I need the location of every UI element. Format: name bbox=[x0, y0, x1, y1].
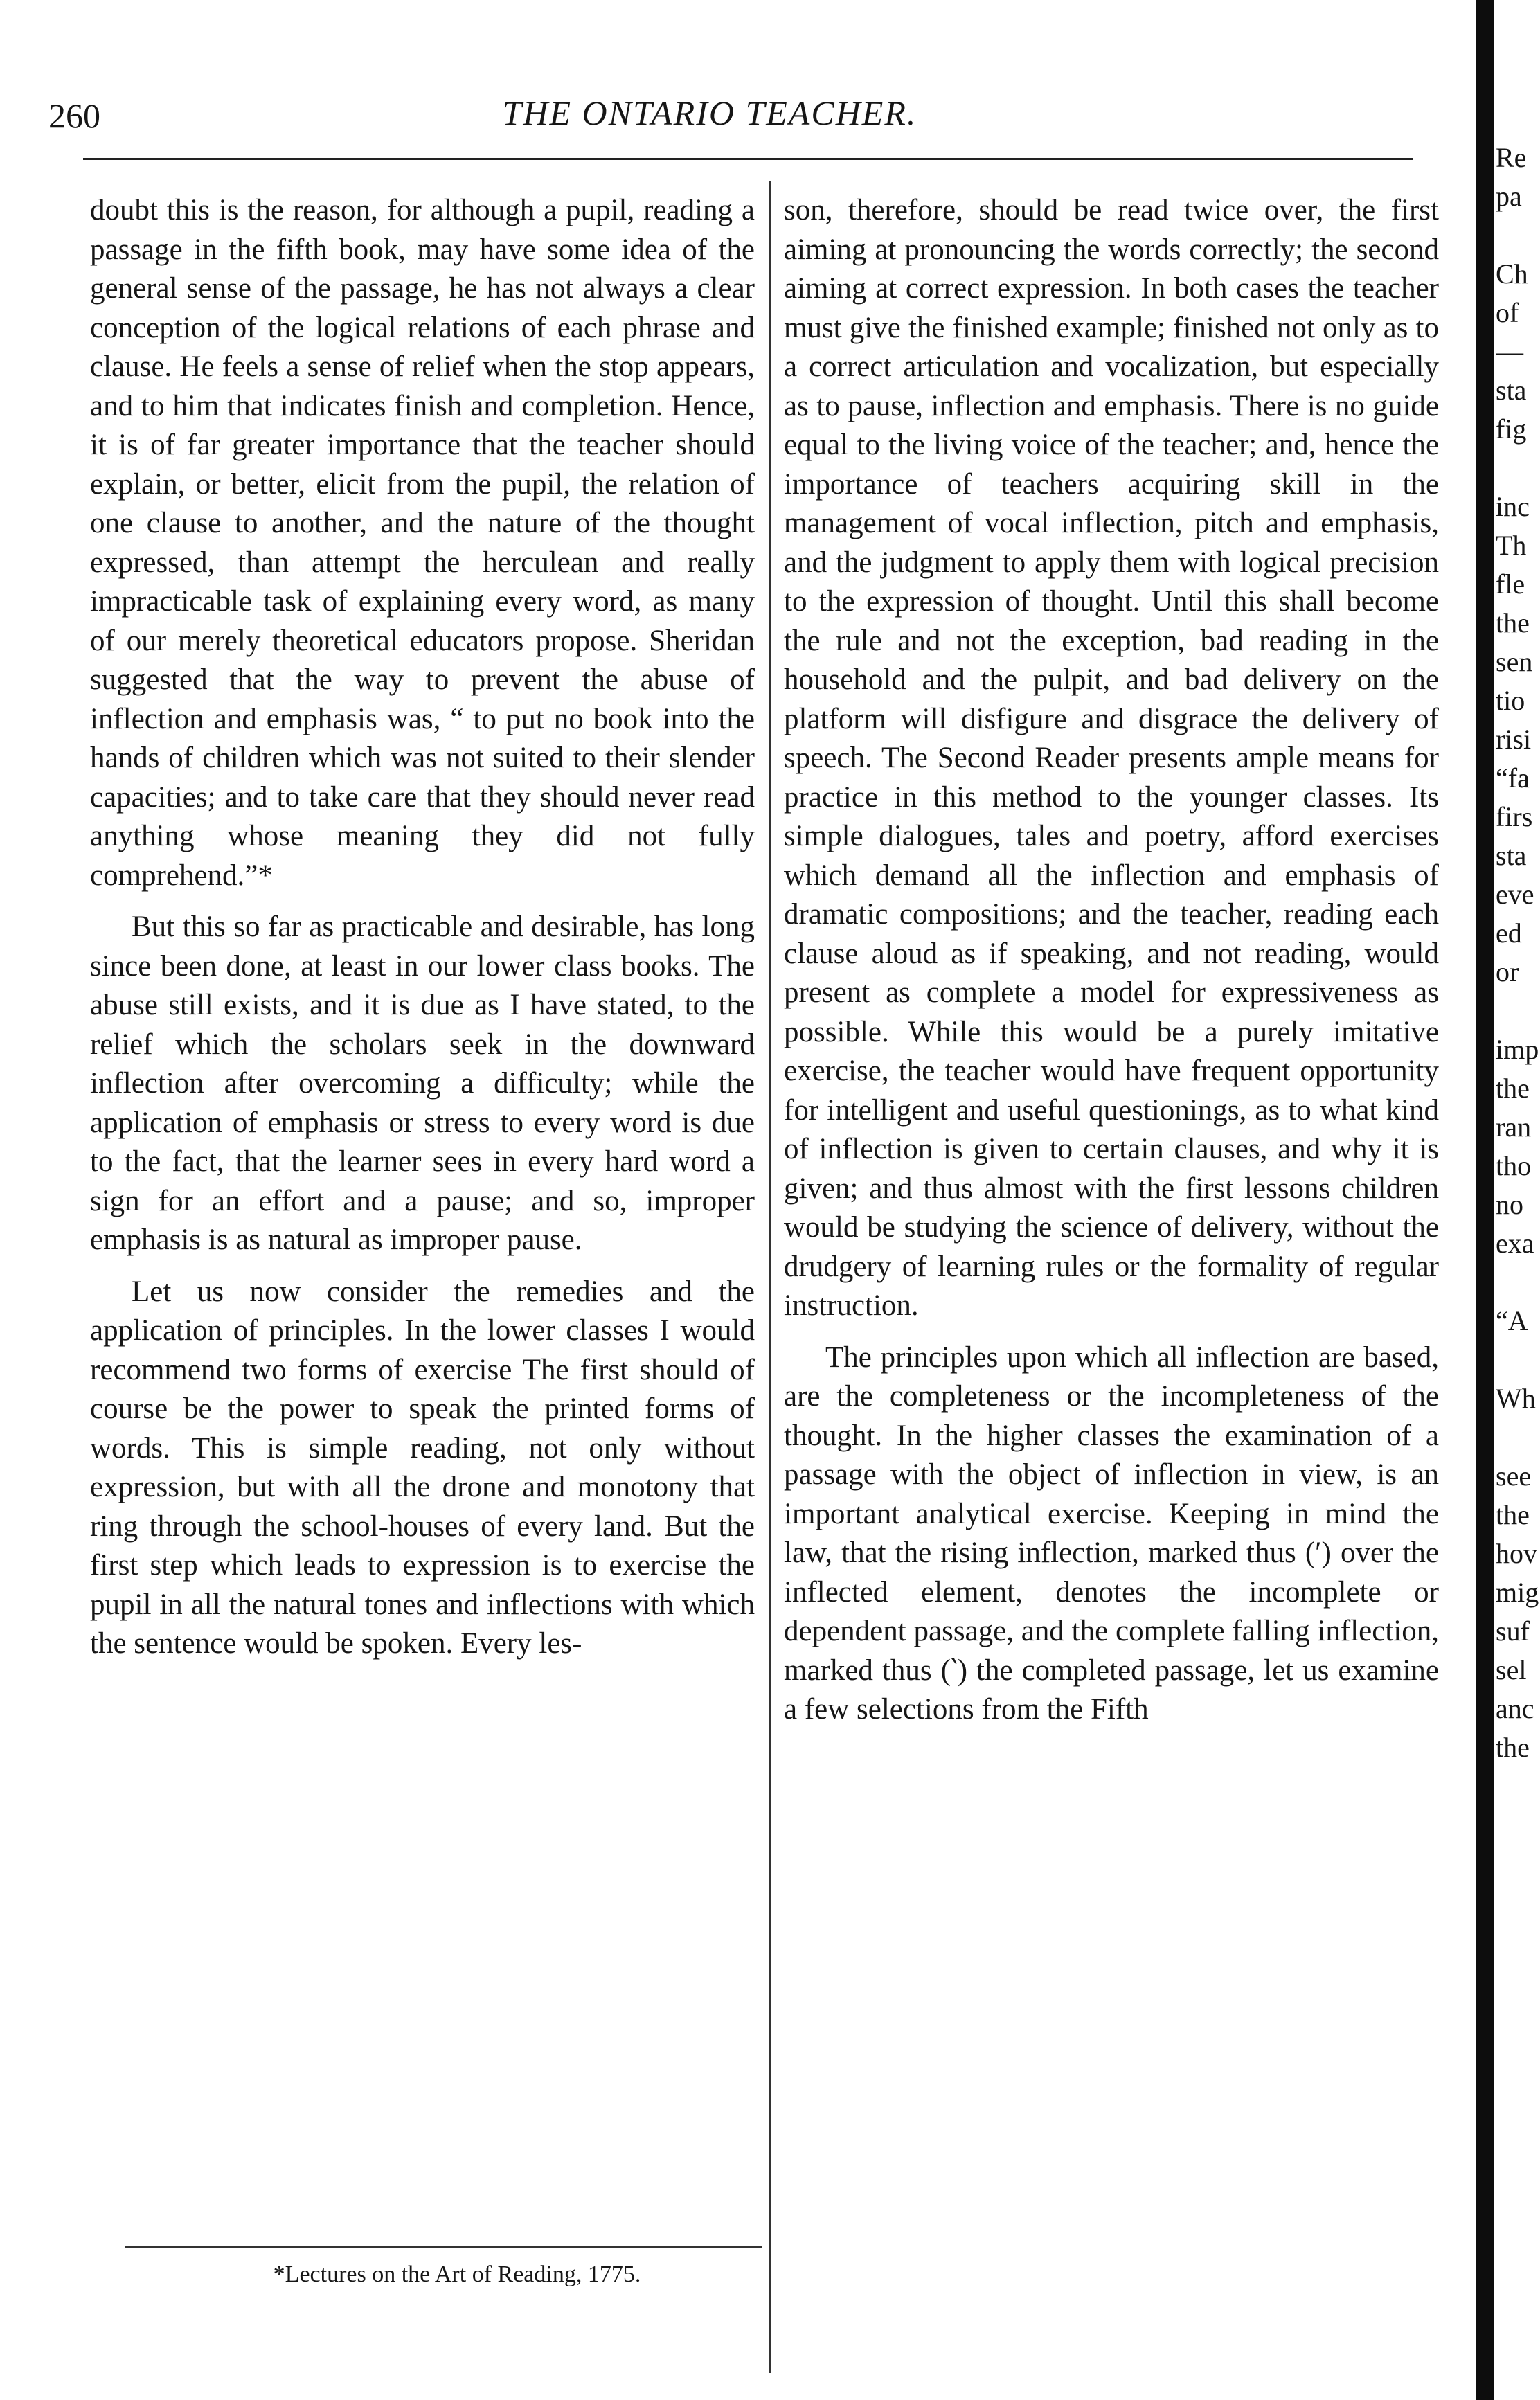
adjacent-page-fragment: fig bbox=[1496, 413, 1527, 445]
adjacent-page-fragment: tho bbox=[1496, 1150, 1532, 1181]
adjacent-page-fragment: the bbox=[1496, 1732, 1530, 1763]
header-rule bbox=[83, 158, 1413, 160]
adjacent-page-fragment: ed bbox=[1496, 917, 1522, 949]
adjacent-page-fragment: see bbox=[1496, 1460, 1532, 1492]
left-column bbox=[90, 191, 755, 1676]
adjacent-page-fragment: ran bbox=[1496, 1111, 1532, 1143]
footnote: *Lectures on the Art of Reading, 1775. bbox=[273, 2262, 641, 2287]
column-divider bbox=[769, 181, 771, 2373]
middle-paragraph-2: The principles upon which all inflection are based, are the completeness or the incompleteness of the thought. In the higher classes the examination of a passage with the object of inflection in view, is an important analytical exercise. Keeping in mind the law, that the rising inflection, marked thus (′) over the inflected element, denotes the incomplete or dependent passage, and the complete falling inflection, marked thus (‵) the completed passage, let us examine a few selections from the Fifth bbox=[784, 1341, 1439, 1726]
adjacent-page-fragment: Ch bbox=[1496, 258, 1528, 289]
adjacent-page-fragment: sel bbox=[1496, 1654, 1527, 1685]
adjacent-page-fragment: mig bbox=[1496, 1577, 1539, 1608]
adjacent-page-fragment: Wh bbox=[1496, 1383, 1536, 1414]
adjacent-page-fragment: no bbox=[1496, 1189, 1523, 1220]
adjacent-page-strip bbox=[1496, 138, 1540, 1767]
adjacent-page-fragment: “A bbox=[1496, 1305, 1528, 1336]
adjacent-page-fragment bbox=[1496, 216, 1540, 255]
adjacent-page-fragment: fle bbox=[1496, 568, 1525, 600]
adjacent-page-fragment: the bbox=[1496, 1073, 1530, 1104]
adjacent-page-fragment: inc bbox=[1496, 491, 1530, 522]
adjacent-page-fragment: the bbox=[1496, 1499, 1530, 1530]
adjacent-page-fragment: exa bbox=[1496, 1228, 1534, 1259]
left-paragraph-2: But this so far as practicable and desirable, has long since been done, at least in our lower class books. The abuse still exists, and it is due as I have stated, to the relief which the scholars seek in the downward inflection after overcoming a difficulty; while the application of emphasis or stress to every word is due to the fact, that the learner sees in every hard word a sign for an effort and a pause; and so, improper emphasis is as natural as improper pause. bbox=[90, 911, 755, 1256]
left-paragraph-3: Let us now consider the remedies and the application of principles. In the lower classes I would recommend two forms of exercise The first should of course be the power to speak the printed forms of words. This is simple reading, not only without expression, but with all the drone and monotony that ring through the school-houses of every land. But the first step which leads to expression is to exercise the pupil in all the natural tones and inflections with which the sentence would be spoken. Every les- bbox=[90, 1275, 755, 1660]
footnote-rule bbox=[125, 2246, 762, 2248]
middle-paragraph-1: son, therefore, should be read twice over, the first aiming at pronouncing the words correctly; the second aiming at correct expression. In both cases the teacher must give the finished example; finished not only as to a correct articulation and vocalization, but especially as to pause, inflection and emphasis. There is no guide equal to the living voice of the teacher; and, hence the importance of teachers acquiring skill in the management of vocal inflection, pitch and emphasis, and the judgment to apply them with logical precision to the expression of thought. Until this shall become the rule and not the exception, bad reading in the household and the pulpit, and bad delivery on the platform will disfigure and disgrace the delivery of speech. The Second Reader presents ample means for practice in this method to the younger classes. Its simple dialogues, tales and poetry, afford exercises which demand all the inflection and emphasis of dramatic compositions; and the teacher, reading each clause aloud as if speaking, and not reading, would present as complete a model for expressiveness as possible. While this would be a purely imitative exercise, the teacher would have frequent opportunity for intelligent and useful questionings, as to what kind of inflection is given to certain clauses, and why it is given; and thus almost with the first lessons children would be studying the science of delivery, without the drudgery of learning rules or the formality of regular instruction. bbox=[784, 194, 1439, 1322]
adjacent-page-fragment bbox=[1496, 449, 1540, 487]
adjacent-page-fragment bbox=[1496, 1263, 1540, 1302]
adjacent-page-fragment: “fa bbox=[1496, 762, 1530, 794]
adjacent-page-fragment: — bbox=[1496, 336, 1523, 367]
adjacent-page-fragment bbox=[1496, 1341, 1540, 1379]
page-edge-bar bbox=[1476, 0, 1494, 2400]
adjacent-page-fragment bbox=[1496, 1418, 1540, 1457]
adjacent-page-fragment: anc bbox=[1496, 1693, 1534, 1724]
adjacent-page-fragment: the bbox=[1496, 607, 1530, 638]
adjacent-page-fragment: or bbox=[1496, 956, 1519, 987]
adjacent-page-fragment: tio bbox=[1496, 685, 1525, 716]
adjacent-page-fragment: imp bbox=[1496, 1034, 1539, 1065]
adjacent-page-fragment: sen bbox=[1496, 646, 1533, 677]
left-paragraph-1: doubt this is the reason, for although a pupil, reading a passage in the fifth book, may have some idea of the general sense of the passage, he has not always a clear conception of the logical relations of each phrase and clause. He feels a sense of relief when the stop appears, and to him that indicates finish and completion. Hence, it is of far greater importance that the teacher should explain, or better, elicit from the pupil, the relation of one clause to another, and the nature of the thought expressed, than attempt the herculean and really impracticable task of explaining every word, as many of our merely theoretical educators propose. Sheridan suggested that the way to prevent the abuse of inflection and emphasis was, “ to put no book into the hands of children which was not suited to their slender capacities; and to take care that they should never read anything whose meaning they did not fully comprehend.”* bbox=[90, 194, 755, 892]
adjacent-page-fragment: sta bbox=[1496, 840, 1527, 871]
adjacent-page-fragment: risi bbox=[1496, 724, 1532, 755]
adjacent-page-fragment: firs bbox=[1496, 801, 1533, 832]
adjacent-page-fragment: eve bbox=[1496, 879, 1534, 910]
adjacent-page-fragment: suf bbox=[1496, 1615, 1530, 1647]
adjacent-page-fragment: Re bbox=[1496, 142, 1527, 173]
adjacent-page-fragment: sta bbox=[1496, 375, 1527, 406]
adjacent-page-fragment: of bbox=[1496, 297, 1519, 328]
page-number: 260 bbox=[48, 96, 100, 135]
adjacent-page-fragment: Th bbox=[1496, 530, 1527, 561]
middle-column bbox=[784, 191, 1439, 1742]
running-head: THE ONTARIO TEACHER. bbox=[502, 93, 917, 132]
adjacent-page-fragment: pa bbox=[1496, 181, 1522, 212]
adjacent-page-fragment: hov bbox=[1496, 1538, 1537, 1569]
adjacent-page-fragment bbox=[1496, 992, 1540, 1030]
